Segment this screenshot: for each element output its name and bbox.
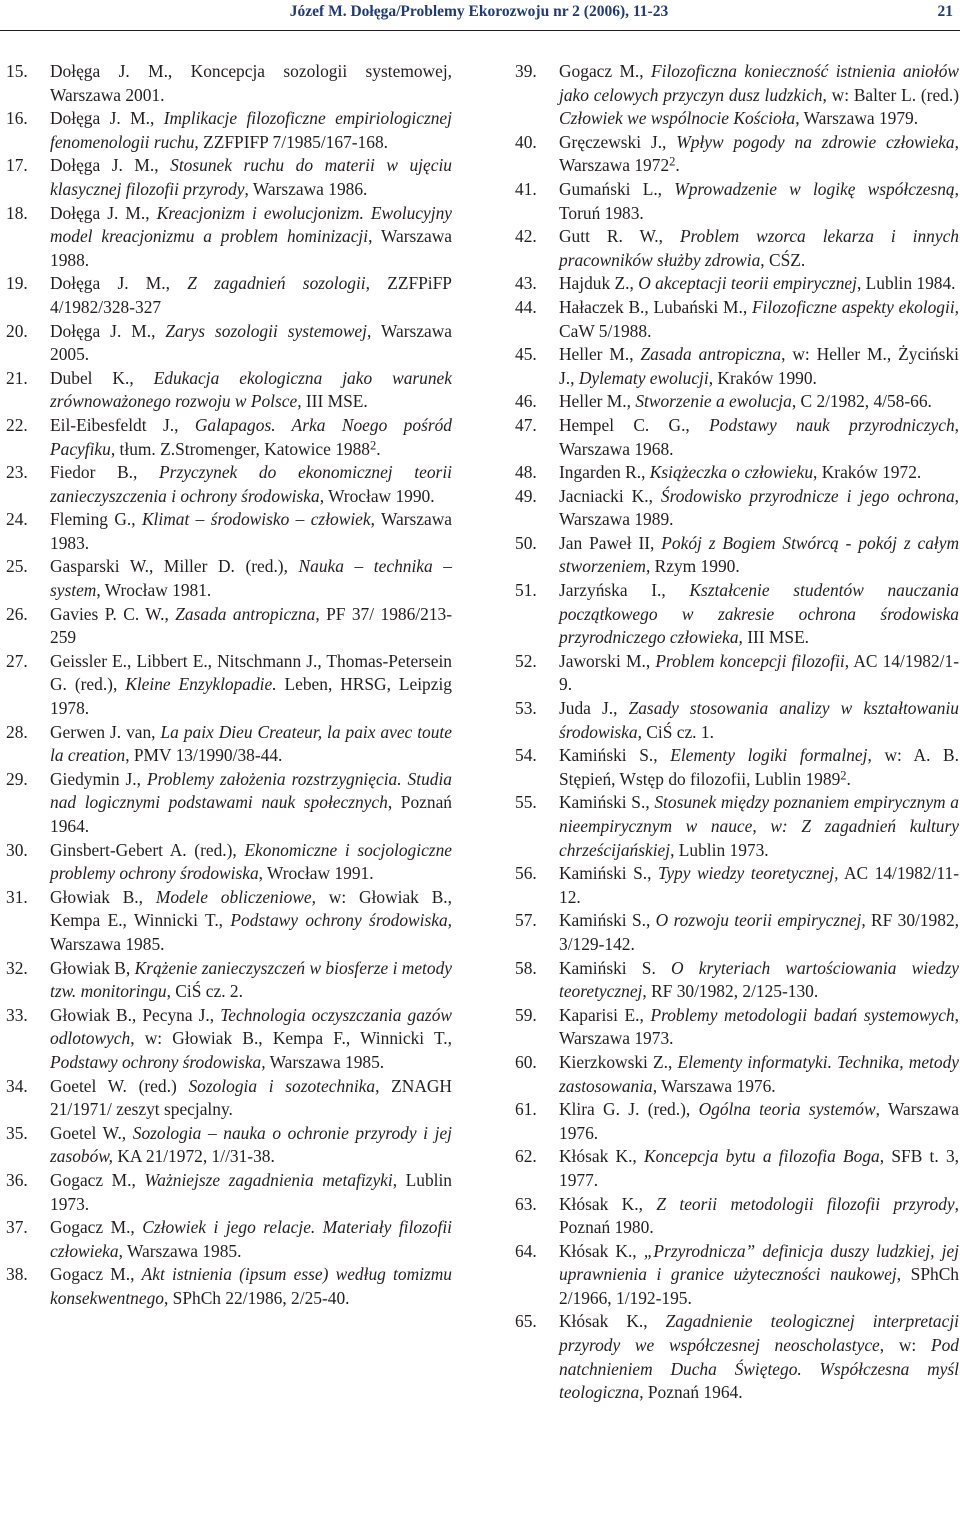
reference-text: , Poznań 1964. <box>50 792 452 836</box>
reference-title-italic: Środowisko przyrodnicze i jego ochrona <box>660 485 955 506</box>
reference-entry <box>515 343 959 390</box>
reference-number: 40. <box>515 131 537 152</box>
edition-superscript: 2 <box>669 154 676 169</box>
reference-number: 50. <box>515 532 537 553</box>
reference-text: Warszawa 1985. <box>265 1051 385 1072</box>
reference-text: Gogacz M., <box>50 1169 145 1190</box>
reference-entry <box>515 1145 959 1192</box>
reference-title-italic: Stworzenie a ewolucja <box>635 391 792 412</box>
reference-text: ZZFPiFP 4/1982/328-327 <box>50 273 452 317</box>
reference-text: III MSE. <box>742 627 810 648</box>
reference-number: 17. <box>6 155 28 176</box>
page-number: 21 <box>937 3 953 20</box>
reference-entry <box>515 1310 959 1404</box>
reference-text: Głowiak B., <box>50 886 156 907</box>
reference-entry <box>515 131 959 178</box>
reference-title-italic: Ważniejsze zagadnienia metafizyki <box>144 1169 393 1190</box>
reference-text: , Warszawa 1968. <box>559 414 959 459</box>
reference-title-italic: Podstawy ochrony środowiska, <box>230 910 452 931</box>
reference-text: Geissler E., Libbert E., Nitschmann J., Thomas-Petersein G. (red.), <box>50 650 452 695</box>
reference-title-italic: Ekonomiczne i socjologiczne problemy ochrony środowiska <box>50 839 452 884</box>
reference-text: , Poznań 1980. <box>559 1193 959 1238</box>
reference-text: Goetel W., <box>50 1122 133 1143</box>
reference-number: 31. <box>6 886 28 907</box>
reference-title-italic: Wprowadzenie w logikę współczesną <box>674 178 955 199</box>
reference-number: 59. <box>515 1004 537 1025</box>
reference-title-italic: O akceptacji teorii empirycznej <box>638 273 857 294</box>
reference-entry <box>515 1051 959 1098</box>
reference-number: 64. <box>515 1240 537 1261</box>
reference-number: 44. <box>515 296 537 317</box>
reference-number: 30. <box>6 839 28 860</box>
reference-text: Kamiński S. <box>559 957 671 978</box>
reference-title-italic: Technologia oczyszczania gazów odlotowych <box>50 1004 452 1049</box>
reference-title-italic: Problem wzorca lekarza i innych pracowników służby zdrowia <box>559 226 959 270</box>
reference-title-italic: Elementy logiki formalnej <box>670 745 868 766</box>
reference-text: , CiŚ cz. 2. <box>166 981 243 1002</box>
reference-number: 27. <box>6 650 28 671</box>
reference-text: Dołęga J. M., Koncepcja sozologii systemowej, Warszawa 2001. <box>50 61 452 105</box>
reference-text: Eil-Eibesfeldt J., <box>50 414 195 435</box>
reference-text: Gogacz M., <box>559 61 651 81</box>
reference-text: Kłósak K., <box>559 1240 644 1261</box>
reference-text: , CŚZ. <box>760 249 806 270</box>
reference-text: , tłum. Z.Stromenger, Katowice 1988 <box>110 438 370 459</box>
reference-entry <box>515 485 959 532</box>
reference-text: , ZZFPIFP 7/1985/167-168. <box>194 131 388 152</box>
reference-number: 37. <box>6 1217 28 1238</box>
reference-title-italic: Edukacja ekologiczna jako warunek zrównoważonego rozwoju w Polsce, <box>50 367 452 412</box>
reference-text: Kłósak K., <box>559 1311 666 1332</box>
running-title: Józef M. Dołęga/Problemy Ekorozwoju nr 2 (2006), 11-23 <box>289 3 669 20</box>
reference-entry <box>6 603 452 650</box>
reference-title-italic: Kształcenie studentów nauczania początkowego w zakresie ochrona środowiska przyrodniczego człowieka, <box>559 580 959 648</box>
reference-text: Dubel K., <box>50 367 154 388</box>
reference-number: 41. <box>515 178 537 199</box>
reference-entry <box>6 555 452 602</box>
reference-title-italic: Filozoficzne aspekty ekologii, <box>751 296 959 317</box>
reference-text: . <box>846 768 851 789</box>
reference-number: 54. <box>515 745 537 766</box>
reference-text: Hempel C. G., <box>559 414 710 435</box>
reference-number: 45. <box>515 344 537 365</box>
reference-number: 61. <box>515 1099 537 1120</box>
references-left-column <box>6 60 452 1310</box>
reference-number: 60. <box>515 1051 537 1072</box>
reference-entry <box>6 650 452 721</box>
reference-text: KA 21/1972, 1//31-38. <box>112 1146 275 1167</box>
reference-number: 39. <box>515 61 537 81</box>
reference-text: Kamiński S., <box>559 863 658 884</box>
reference-number: 58. <box>515 957 537 978</box>
reference-text: Goetel W. (red.) <box>50 1075 189 1096</box>
reference-number: 29. <box>6 768 28 789</box>
reference-text: Głowiak B, <box>50 957 135 978</box>
reference-number: 46. <box>515 391 537 412</box>
reference-entry <box>515 461 959 485</box>
reference-number: 49. <box>515 485 537 506</box>
reference-text: Głowiak B., Pecyna J., <box>50 1004 221 1025</box>
reference-entry <box>6 1004 452 1075</box>
reference-text: , Warszawa 1976. <box>559 1099 959 1143</box>
reference-entry <box>515 296 959 343</box>
reference-text: Kamiński S., <box>559 910 656 931</box>
reference-text: , Warszawa 1972 <box>559 131 959 176</box>
reference-title-italic: Z teorii metodologii filozofii przyrody <box>656 1193 955 1214</box>
reference-text: Hałaczek B., Lubański M., <box>559 296 752 317</box>
reference-number: 25. <box>6 556 28 577</box>
reference-text: Dołęga J. M., <box>50 108 164 129</box>
reference-title-italic: Galapagos. Arka Noego pośród Pacyfiku <box>50 414 452 459</box>
reference-title-italic: Zasada antropiczna <box>175 603 316 624</box>
reference-text: Jaworski M., <box>559 650 656 671</box>
reference-title-italic: Akt istnienia (ipsum esse) według tomizmu konsekwentnego <box>50 1264 452 1308</box>
reference-entry <box>515 272 959 296</box>
reference-entry <box>515 60 959 131</box>
reference-text: , Lublin 1973. <box>670 839 769 860</box>
reference-text: Kamiński S., <box>559 792 655 813</box>
reference-number: 21. <box>6 367 28 388</box>
reference-text: Fleming G., <box>50 509 142 530</box>
reference-text: . <box>675 155 680 176</box>
reference-entry <box>6 272 452 319</box>
reference-entry <box>6 957 452 1004</box>
reference-entry <box>6 1075 452 1122</box>
reference-text: , w: Heller M., Życiński J., <box>559 344 959 388</box>
reference-text: , w: Balter L. (red.) <box>822 84 959 105</box>
edition-superscript: 2 <box>840 768 847 783</box>
references-right-column <box>515 60 959 1405</box>
reference-entry <box>515 1098 959 1145</box>
reference-text: Warszawa 1985. <box>50 933 165 954</box>
reference-number: 42. <box>515 226 537 247</box>
reference-number: 36. <box>6 1169 28 1190</box>
reference-entry <box>515 225 959 272</box>
reference-title-italic: La paix Dieu Createur, la paix avec toute la creation <box>50 721 452 766</box>
reference-number: 23. <box>6 462 28 483</box>
reference-title-italic: Modele obliczeniowe, <box>155 886 316 907</box>
reference-entry <box>515 697 959 744</box>
reference-number: 24. <box>6 509 28 530</box>
reference-number: 18. <box>6 202 28 223</box>
reference-text: Gumański L., <box>559 178 675 199</box>
reference-entry <box>6 202 452 273</box>
reference-entry <box>515 390 959 414</box>
reference-title-italic: Problemy założenia rozstrzygnięcia. Studia nad logicznymi podstawami nauk społecznych <box>50 768 453 813</box>
reference-entry <box>6 320 452 367</box>
reference-text: . <box>376 438 381 459</box>
reference-title-italic: Zasady stosowania analizy w kształtowaniu środowiska <box>559 698 959 742</box>
reference-number: 19. <box>6 273 28 294</box>
reference-text: , w: Głowiak B., Kempa F., Winnicki T., <box>130 1028 452 1049</box>
reference-text: , AC 14/1982/1-9. <box>559 650 959 695</box>
reference-text: Dołęga J. M., <box>50 320 166 341</box>
reference-text: Gutt R. W., <box>559 226 680 247</box>
reference-title-italic: Kreacjonizm i ewolucjonizm. Ewolucyjny model kreacjonizmu a problem hominizacji <box>50 202 452 247</box>
reference-text: Kamiński S., <box>559 745 671 766</box>
reference-text: w: Głowiak B., Kempa E., Winnicki T., <box>50 886 452 931</box>
reference-text: , Poznań 1964. <box>639 1382 743 1403</box>
reference-title-italic: Podstawy nauk przyrodniczych <box>709 414 955 435</box>
reference-number: 20. <box>6 320 28 341</box>
reference-number: 26. <box>6 603 28 624</box>
reference-entry <box>515 579 959 650</box>
reference-number: 34. <box>6 1075 28 1096</box>
reference-text: , Lublin 1984. <box>856 273 956 294</box>
reference-text: Dołęga J. M., <box>50 155 171 176</box>
reference-number: 52. <box>515 650 537 671</box>
reference-entry <box>6 154 452 201</box>
reference-text: Leben, HRSG, Leipzig 1978. <box>50 674 452 719</box>
reference-title-italic: „Przyrodnicza” definicja duszy ludzkiej, jej uprawnienia i granice użyteczności naukowej <box>559 1240 959 1285</box>
reference-text: , Warszawa 1979. <box>795 108 919 129</box>
reference-text: Juda J., <box>559 698 629 719</box>
reference-title-italic: Stosunek między poznaniem empirycznym a nieempirycznym w nauce <box>559 792 959 836</box>
reference-title-italic: O kryteriach wartościowania wiedzy teoretycznej <box>559 957 959 1002</box>
reference-text: , SFB t. 3, 1977. <box>559 1146 960 1190</box>
reference-number: 51. <box>515 580 537 601</box>
reference-text: , PMV 13/1990/38-44. <box>125 745 283 766</box>
reference-title-italic: Zagadnienie teologicznej interpretacji przyrody we współczesnej neoscholastyce <box>559 1311 959 1356</box>
reference-text: , Wrocław 1991. <box>258 863 374 884</box>
reference-title-italic: Filozoficzna konieczność istnienia aniołów jako celowych przyczyn dusz ludzkich <box>559 61 959 105</box>
reference-number: 15. <box>6 61 28 81</box>
reference-title-italic: Zasada antropiczna <box>640 344 782 365</box>
reference-text: , w: A. B. Stępień, Wstęp do filozofii, Lublin 1989 <box>559 745 959 789</box>
reference-entry <box>515 744 959 791</box>
reference-text: Giedymin J., <box>50 768 147 789</box>
running-header <box>0 0 960 31</box>
reference-entry <box>6 1263 452 1310</box>
reference-text: , w: <box>879 1335 931 1356</box>
reference-text: , Warszawa 2005. <box>50 320 452 365</box>
reference-number: 56. <box>515 863 537 884</box>
reference-title-italic: Typy wiedzy teoretycznej, <box>657 863 839 884</box>
reference-text: AC 14/1982/11-12. <box>559 863 959 907</box>
reference-text: Gręczewski J., <box>559 131 677 152</box>
reference-text: Gerwen J. van, <box>50 721 161 742</box>
reference-number: 32. <box>6 957 28 978</box>
reference-title-italic: Sozologia i sozotechnika <box>188 1075 376 1096</box>
reference-title-italic: Problem koncepcji filozofii <box>655 650 845 671</box>
reference-text: Klira G. J. (red.), <box>559 1099 699 1120</box>
reference-number: 48. <box>515 462 537 483</box>
reference-title-italic: Przyczynek do ekonomicznej teorii zanieczyszczenia i ochrony środowiska <box>50 462 452 506</box>
reference-text: Jan Paweł II, <box>559 532 662 553</box>
reference-number: 57. <box>515 910 537 931</box>
reference-text: , C 2/1982, 4/58-66. <box>791 391 932 412</box>
reference-text: Gogacz M., <box>50 1217 143 1238</box>
reference-text: RF 30/1982, 3/129-142. <box>559 910 959 954</box>
reference-text: , SPhCh 2/1966, 1/192-195. <box>559 1264 959 1308</box>
reference-number: 33. <box>6 1004 28 1025</box>
reference-text: , Rzym 1990. <box>645 556 740 577</box>
reference-text: , Warszawa 1988. <box>50 226 453 270</box>
reference-title-italic: Ogólna teoria systemów <box>698 1099 876 1120</box>
reference-title-italic: Podstawy ochrony środowiska, <box>50 1051 266 1072</box>
reference-title-italic: Dylematy ewolucji <box>578 367 709 388</box>
reference-text: Kaparisi E., <box>559 1004 651 1025</box>
reference-entry <box>6 1169 452 1216</box>
reference-entry <box>515 532 959 579</box>
reference-text: Jarzyńska I., <box>559 580 690 601</box>
reference-title-italic: Problemy metodologii badań systemowych <box>650 1004 955 1025</box>
reference-title-italic: Stosunek ruchu do materii w ujęciu klasycznej filozofii przyrody <box>50 155 452 199</box>
reference-text: Ingarden R., <box>559 462 650 483</box>
reference-text: Kłósak K., <box>559 1146 645 1167</box>
reference-text: Fiedor B., <box>50 462 160 483</box>
reference-title-italic: Nauka – technika – system <box>50 556 452 601</box>
reference-text: Jacniacki K., <box>559 485 661 506</box>
reference-text: , PF 37/ 1986/213-259 <box>50 603 453 648</box>
reference-title-italic: Kleine Enzyklopadie. <box>125 674 277 695</box>
reference-number: 47. <box>515 414 537 435</box>
edition-superscript: 2 <box>370 437 377 452</box>
reference-number: 16. <box>6 108 28 129</box>
reference-text: , RF 30/1982, 2/125-130. <box>642 981 819 1002</box>
reference-entry <box>6 839 452 886</box>
reference-text: , ZNAGH 21/1971/ zeszyt specjalny. <box>50 1075 452 1120</box>
reference-entry <box>515 791 959 862</box>
reference-entry <box>515 650 959 697</box>
reference-entry <box>6 886 452 957</box>
reference-text: Gavies P. C. W., <box>50 603 176 624</box>
reference-title-italic: Pokój z Bogiem Stwórcą - pokój z całym stworzeniem <box>559 532 960 577</box>
reference-text: , Warszawa 1986. <box>244 178 368 199</box>
reference-entry <box>6 721 452 768</box>
reference-text: , Kraków 1972. <box>813 462 922 483</box>
reference-text: Gogacz M., <box>50 1264 142 1285</box>
reference-number: 62. <box>515 1146 537 1167</box>
reference-title-italic: Człowiek we wspólnocie Kościoła <box>559 108 796 129</box>
reference-entry <box>6 367 452 414</box>
reference-text: Gasparski W., Miller D. (red.), <box>50 556 299 577</box>
reference-title-italic: Człowiek i jego relacje. Materiały filozofii człowieka <box>50 1217 452 1261</box>
reference-entry <box>515 1004 959 1051</box>
reference-text: Heller M., <box>559 391 636 412</box>
reference-text: , Kraków 1990. <box>708 367 817 388</box>
reference-text: , Warszawa 1989. <box>559 485 959 530</box>
reference-title-italic: Koncepcja bytu a filozofia Boga <box>644 1146 880 1167</box>
reference-text: Kierzkowski Z., <box>559 1051 678 1072</box>
reference-text: , Warszawa 1985. <box>118 1240 242 1261</box>
reference-entry <box>515 178 959 225</box>
reference-text: Heller M., <box>559 344 641 365</box>
reference-number: 35. <box>6 1122 28 1143</box>
reference-text: , Warszawa 1983. <box>50 509 452 553</box>
reference-title-italic: Zarys sozologii systemowej <box>165 320 367 341</box>
reference-text: , Wrocław 1981. <box>96 580 212 601</box>
reference-text: III MSE. <box>301 391 368 412</box>
reference-title-italic: Implikacje filozoficzne empiriologicznej fenomenologii ruchu <box>50 108 452 152</box>
reference-text: , Toruń 1983. <box>559 178 959 223</box>
reference-text: Hajduk Z., <box>559 273 639 294</box>
reference-title-italic: Klimat – środowisko – człowiek <box>141 509 371 530</box>
reference-entry <box>6 414 452 461</box>
reference-title-italic: O rozwoju teorii empirycznej, <box>655 910 866 931</box>
reference-title-italic: Sozologia – nauka o ochronie przyrody i jej zasobów, <box>50 1122 452 1167</box>
reference-entry <box>6 1122 452 1169</box>
reference-title-italic: Krążenie zanieczyszczeń w biosferze i metody tzw. monitoringu <box>50 957 452 1002</box>
reference-text: Dołęga J. M., <box>50 273 188 294</box>
reference-text: Dołęga J. M., <box>50 202 157 223</box>
reference-number: 65. <box>515 1311 537 1332</box>
reference-number: 22. <box>6 414 28 435</box>
reference-number: 43. <box>515 273 537 294</box>
reference-entry <box>6 1216 452 1263</box>
reference-title-italic: Książeczka o człowieku <box>649 462 814 483</box>
reference-text: , Warszawa 1973. <box>559 1004 959 1049</box>
reference-text: Ginsbert-Gebert A. (red.), <box>50 839 245 860</box>
reference-number: 28. <box>6 721 28 742</box>
reference-entry <box>6 768 452 839</box>
reference-text: , Wrocław 1990. <box>319 485 435 506</box>
reference-text: Kłósak K., <box>559 1193 657 1214</box>
reference-entry <box>515 414 959 461</box>
reference-text: CaW 5/1988. <box>559 320 652 341</box>
reference-title-italic: , w: Z zagadnień kultury chrześcijańskiej <box>559 816 959 860</box>
reference-entry <box>6 107 452 154</box>
reference-entry <box>515 909 959 956</box>
reference-entry <box>6 508 452 555</box>
reference-entry <box>6 60 452 107</box>
reference-title-italic: Pod natchnieniem Ducha Świętego. Współczesna myśl teologiczna <box>559 1335 959 1403</box>
reference-number: 38. <box>6 1264 28 1285</box>
reference-number: 63. <box>515 1193 537 1214</box>
reference-title-italic: Elementy informatyki. Technika, metody zastosowania <box>559 1051 959 1096</box>
reference-text: , Warszawa 1976. <box>652 1075 776 1096</box>
reference-title-italic: Wpływ pogody na zdrowie człowieka <box>676 131 955 152</box>
reference-number: 55. <box>515 792 537 813</box>
reference-entry <box>515 1193 959 1240</box>
reference-entry <box>515 862 959 909</box>
reference-entry <box>515 1240 959 1311</box>
reference-number: 53. <box>515 698 537 719</box>
reference-entry <box>515 957 959 1004</box>
reference-text: , SPhCh 22/1986, 2/25-40. <box>163 1287 350 1308</box>
reference-entry <box>6 461 452 508</box>
reference-title-italic: Z zagadnień sozologii, <box>187 273 370 294</box>
reference-text: , CiŚ cz. 1. <box>637 721 714 742</box>
reference-text: , Lublin 1973. <box>50 1169 452 1214</box>
